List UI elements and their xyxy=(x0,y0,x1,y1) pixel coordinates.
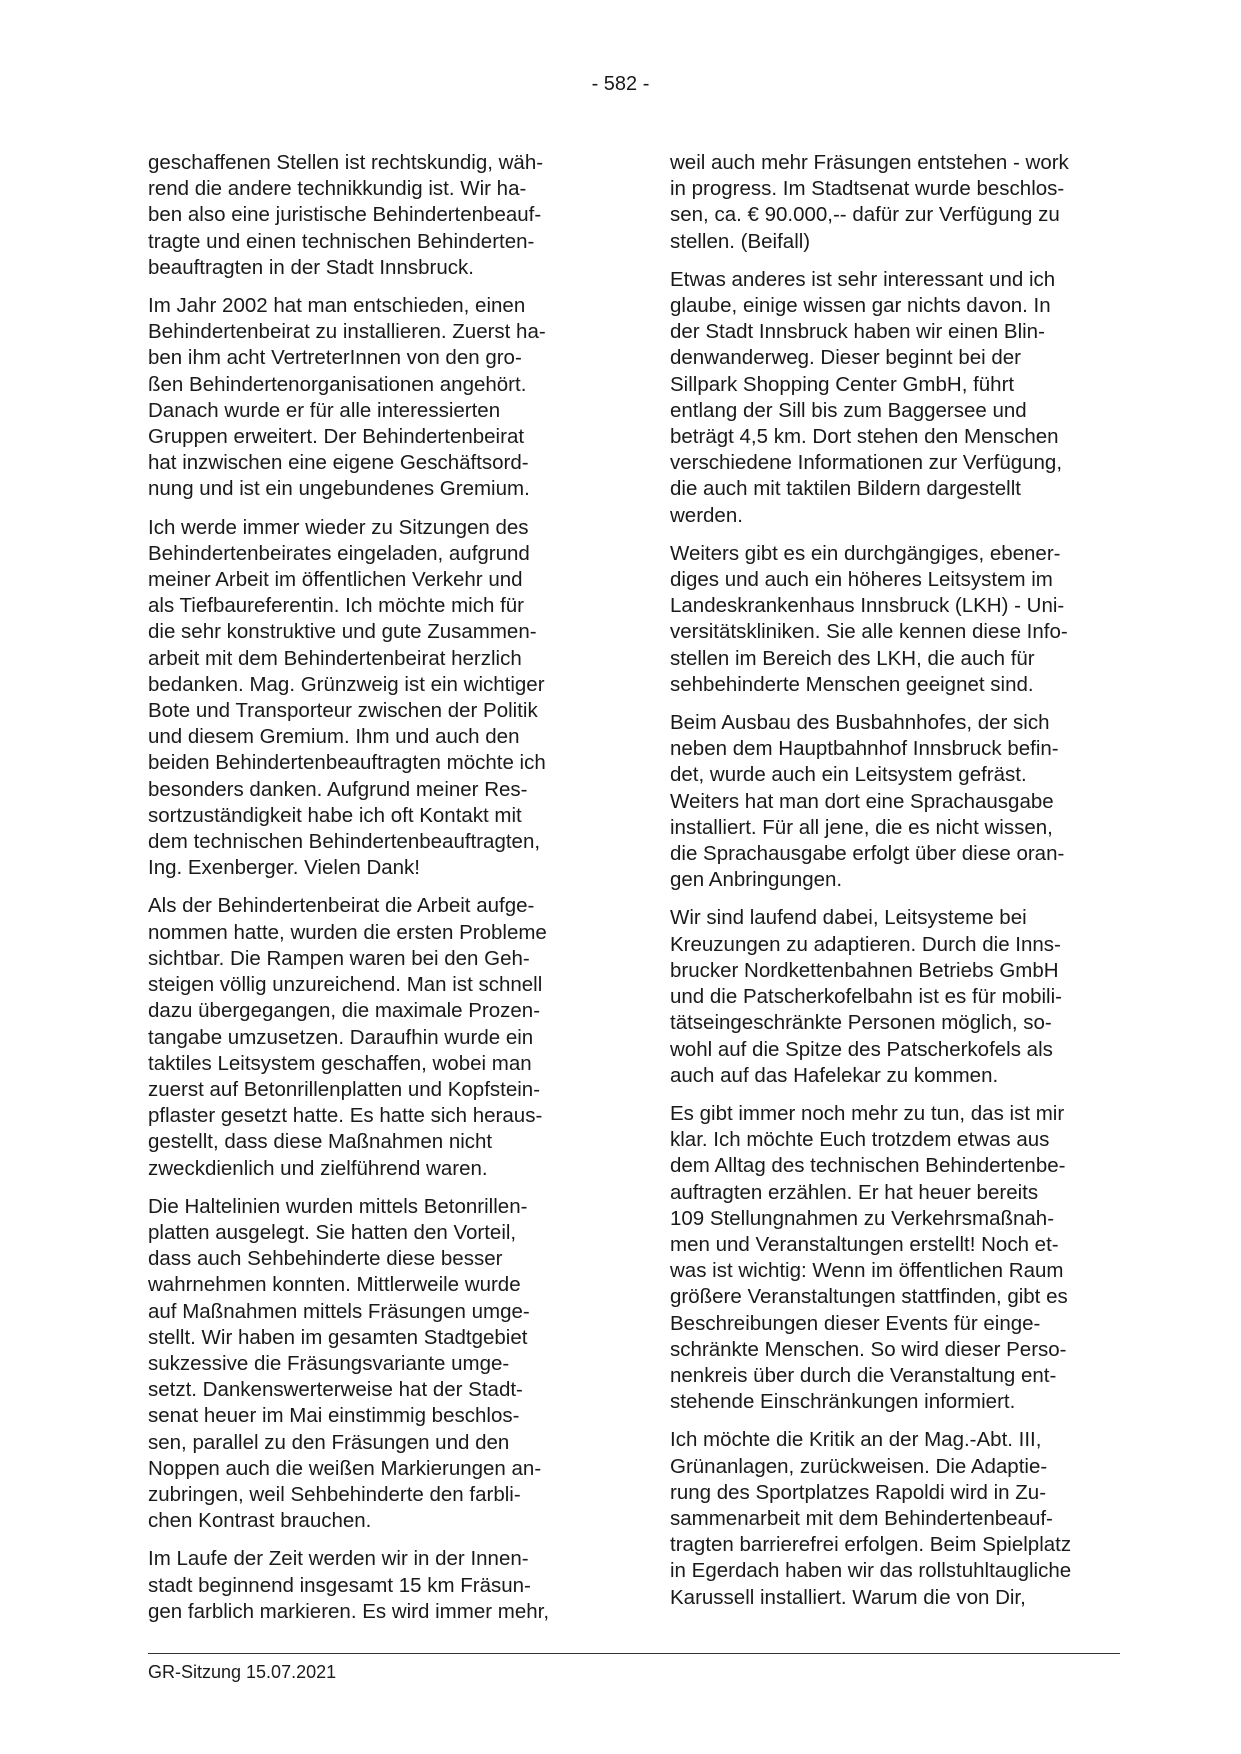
paragraph: Ich möchte die Kritik an der Mag.-Abt. III, Grünanlagen, zurückweisen. Die Adaptie- rung des Sportplatzes Rapoldi wird in Zu- sammenarbeit mit dem Behindertenbeauf- tragten barrierefrei erfolgen. Beim Spielplatz in Egerdach haben wir das rollstuhltaugliche Karussell installiert. Warum die von Dir, xyxy=(670,1428,1072,1609)
left-column xyxy=(148,150,598,1637)
paragraph: Weiters gibt es ein durchgängiges, ebener- diges und auch ein höheres Leitsystem im Landeskrankenhaus Innsbruck (LKH) - Uni- versitätskliniken. Sie alle kennen diese Info- stellen im Bereich des LKH, die auch für sehbehinderte Menschen geeignet sind. xyxy=(670,541,1068,696)
footer-session-date: GR-Sitzung 15.07.2021 xyxy=(148,1662,337,1682)
paragraph: Die Haltelinien wurden mittels Betonrillen- platten ausgelegt. Sie hatten den Vorteil, dass auch Sehbehinderte diese besser wahrnehmen konnten. Mittlerweile wurde auf Maßnahmen mittels Fräsungen umge- stellt. Wir haben im gesamten Stadtgebiet sukzessive die Fräsungsvariante umge- setzt. Dankenswerterweise hat der Stadt- senat heuer im Mai einstimmig beschlos- sen, parallel zu den Fräsungen und den Noppen auch die weißen Markierungen an- zubringen, weil Sehbehinderte den farbli- chen Kontrast brauchen. xyxy=(148,1194,542,1533)
paragraph: Etwas anderes ist sehr interessant und ich glaube, einige wissen gar nichts davon. In der Stadt Innsbruck haben wir einen Blin- denwanderweg. Dieser beginnt bei der Sillpark Shopping Center GmbH, führt entlang der Sill bis zum Baggersee und beträgt 4,5 km. Dort stehen den Menschen verschiedene Informationen zur Verfügung, die auch mit taktilen Bildern dargestellt werden. xyxy=(670,267,1063,527)
paragraph: Ich werde immer wieder zu Sitzungen des Behindertenbeirates eingeladen, aufgrund meiner Arbeit im öffentlichen Verkehr und als Tiefbaureferentin. Ich möchte mich für die sehr konstruktive und gute Zusammen- arbeit mit dem Behindertenbeirat herzlich bedanken. Mag. Grünzweig ist ein wichtiger Bote und Transporteur zwischen der Politik und diesem Gremium. Ihm und auch den beiden Behindertenbeauftragten möchte ich besonders danken. Aufgrund meiner Res- sortzuständigkeit habe ich oft Kontakt mit dem technischen Behindertenbeauftragten, Ing. Exenberger. Vielen Dank! xyxy=(148,515,546,880)
paragraph: Im Laufe der Zeit werden wir in der Innen- stadt beginnend insgesamt 15 km Fräsun- gen farblich markieren. Es wird immer mehr, xyxy=(148,1547,550,1623)
paragraph: Im Jahr 2002 hat man entschieden, einen Behindertenbeirat zu installieren. Zuerst ha- ben ihm acht VertreterInnen von den gro- ßen Behindertenorganisationen angehört. Danach wurde er für alle interessierten Gruppen erweitert. Der Behindertenbeirat hat inzwischen eine eigene Geschäftsord- nung und ist ein ungebundenes Gremium. xyxy=(148,294,546,501)
paragraph: weil auch mehr Fräsungen entstehen - work in progress. Im Stadtsenat wurde beschlos- sen, ca. € 90.000,-- dafür zur Verfügung zu stellen. (Beifall) xyxy=(670,151,1069,253)
paragraph: geschaffenen Stellen ist rechtskundig, wäh- rend die andere technikkundig ist. Wir ha- ben also eine juristische Behindertenbeauf- tragte und einen technischen Behinderten- beauftragten in der Stadt Innsbruck. xyxy=(148,151,544,279)
paragraph: Beim Ausbau des Busbahnhofes, der sich neben dem Hauptbahnhof Innsbruck befin- det, wurde auch ein Leitsystem gefräst. Weiters hat man dort eine Sprachausgabe installiert. Für all jene, die es nicht wissen, die Sprachausgabe erfolgt über diese oran- gen Anbringungen. xyxy=(670,711,1065,892)
footer-divider xyxy=(148,1653,1120,1654)
paragraph: Wir sind laufend dabei, Leitsysteme bei Kreuzungen zu adaptieren. Durch die Inns- brucker Nordkettenbahnen Betriebs GmbH und die Patscherkofelbahn ist es für mobili- tätseingeschränkte Personen möglich, so- wohl auf die Spitze des Patscherkofels als auch auf das Hafelekar zu kommen. xyxy=(670,906,1062,1087)
right-column xyxy=(670,150,1120,1623)
paragraph: Es gibt immer noch mehr zu tun, das ist mir klar. Ich möchte Euch trotzdem etwas aus dem Alltag des technischen Behindertenbe- auftragten erzählen. Er hat heuer bereits 109 Stellungnahmen zu Verkehrsmaßnah- men und Veranstaltungen erstellt! Noch et- was ist wichtig: Wenn im öffentlichen Raum größere Veranstaltungen stattfinden, gibt es Beschreibungen dieser Events für einge- schränkte Menschen. So wird dieser Perso- nenkreis über durch die Veranstaltung ent- stehende Einschränkungen informiert. xyxy=(670,1101,1068,1414)
page-number: - 582 - xyxy=(591,73,650,95)
paragraph: Als der Behindertenbeirat die Arbeit aufge- nommen hatte, wurden die ersten Probleme sichtbar. Die Rampen waren bei den Geh- steigen völlig unzureichend. Man ist schnell dazu übergegangen, die maximale Prozen- tangabe umzusetzen. Daraufhin wurde ein taktiles Leitsystem geschaffen, wobei man zuerst auf Betonrillenplatten und Kopfstein- pflaster gesetzt hatte. Es hatte sich heraus- gestellt, dass diese Maßnahmen nicht zweckdienlich und zielführend waren. xyxy=(148,894,547,1180)
